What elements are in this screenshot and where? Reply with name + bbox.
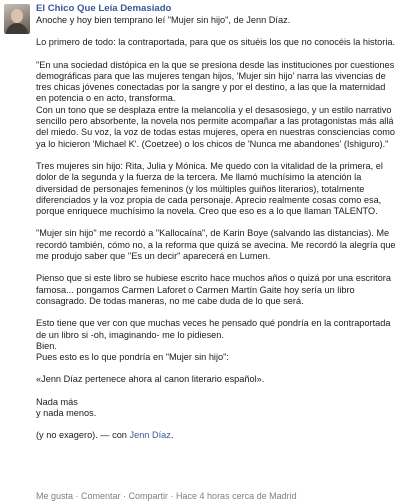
post-paragraph-1: Lo primero de todo: la contraportada, para que os situéis los que no conocéis la historia. bbox=[36, 37, 396, 48]
tagged-person-link[interactable]: Jenn Díaz bbox=[129, 430, 171, 441]
tagged-prefix: — con bbox=[100, 430, 127, 441]
post-intro: Anoche y hoy bien temprano leí "Mujer sin hijo", de Jenn Díaz. bbox=[36, 15, 291, 25]
avatar-shoulders bbox=[6, 23, 28, 34]
post-paragraph-7: «Jenn Díaz pertenece ahora al canon literario español». bbox=[36, 374, 265, 385]
post-paragraph-8: Nada más y nada menos. bbox=[36, 396, 97, 419]
post-paragraph-2: "En una sociedad distópica en la que se presiona desde las instituciones por cuestiones demográficas para que las mujeres tengan hijos, 'Mujer sin hijo' narra las vivencias de tres chicas jóvenes conectadas por la sangre y por el destino, a las que la maternidad en potencia o en acto, transforma. Con un tono que se desplaza entre la melancolía y el desasosiego, y un estilo narrativo sencillo pero absorbente, la novela nos permite acompañar a las protagonistas más allá del miedo. Su voz, la voz de todas estas mujeres, opera en nuestras consciencias como ya lo hicieron 'Michael K'. (Coetzee) o los chicos de 'Nunca me abandones' (Ishiguro)." bbox=[36, 59, 396, 149]
closing-text: (y no exagero). bbox=[36, 430, 98, 441]
post-paragraph-3: Tres mujeres sin hijo: Rita, Julia y Mónica. Me quedo con la vitalidad de la primera, el dolor de la segunda y la fuerza de la tercera. Me llamó muchísimo la atención la diversidad de personajes femeninos (y los múltiples guiños literarios), totalmente diferenciados y la voz propia de cada personaje. Aprecio realmente cosas como esa, porque enriquece muchísimo la novela. Creo que eso es a lo que llaman TALENTO. bbox=[36, 160, 383, 217]
tagged-suffix: . bbox=[170, 430, 174, 441]
post-paragraph-5: Pienso que si este libro se hubiese escrito hace muchos años o quizá por una escritora famosa... pongamos Carmen Laforet o Carmen Martín Gaite hoy sería un libro consagrado. De todas maneras, no me cabe duda de lo que será. bbox=[36, 273, 391, 306]
author-name-link[interactable]: El Chico Que Leía Demasiado bbox=[36, 3, 172, 14]
post-footer-actions[interactable]: Me gusta · Comentar · Compartir · Hace 4 horas cerca de Madrid bbox=[36, 491, 297, 501]
post-paragraph-6: Esto tiene que ver con que muchas veces he pensado qué pondría en la contraportada de un libro si -oh, imaginando- me lo pidiesen. Bien. Pues esto es lo que pondría en "Mujer sin hijo": bbox=[36, 318, 391, 363]
post-paragraph-4: "Mujer sin hijo" me recordó a "Kallocaína", de Karin Boye (salvando las distancias). Me recordó también, cómo no, a la reforma que quizá se avecina. Me recordó la alegría que me produjo saber que "Es un decir" aparecerá en Lumen. bbox=[36, 228, 396, 262]
post-closing-line bbox=[36, 430, 396, 441]
avatar-face bbox=[11, 9, 23, 23]
author-avatar[interactable] bbox=[4, 4, 30, 34]
post-content bbox=[36, 3, 396, 442]
